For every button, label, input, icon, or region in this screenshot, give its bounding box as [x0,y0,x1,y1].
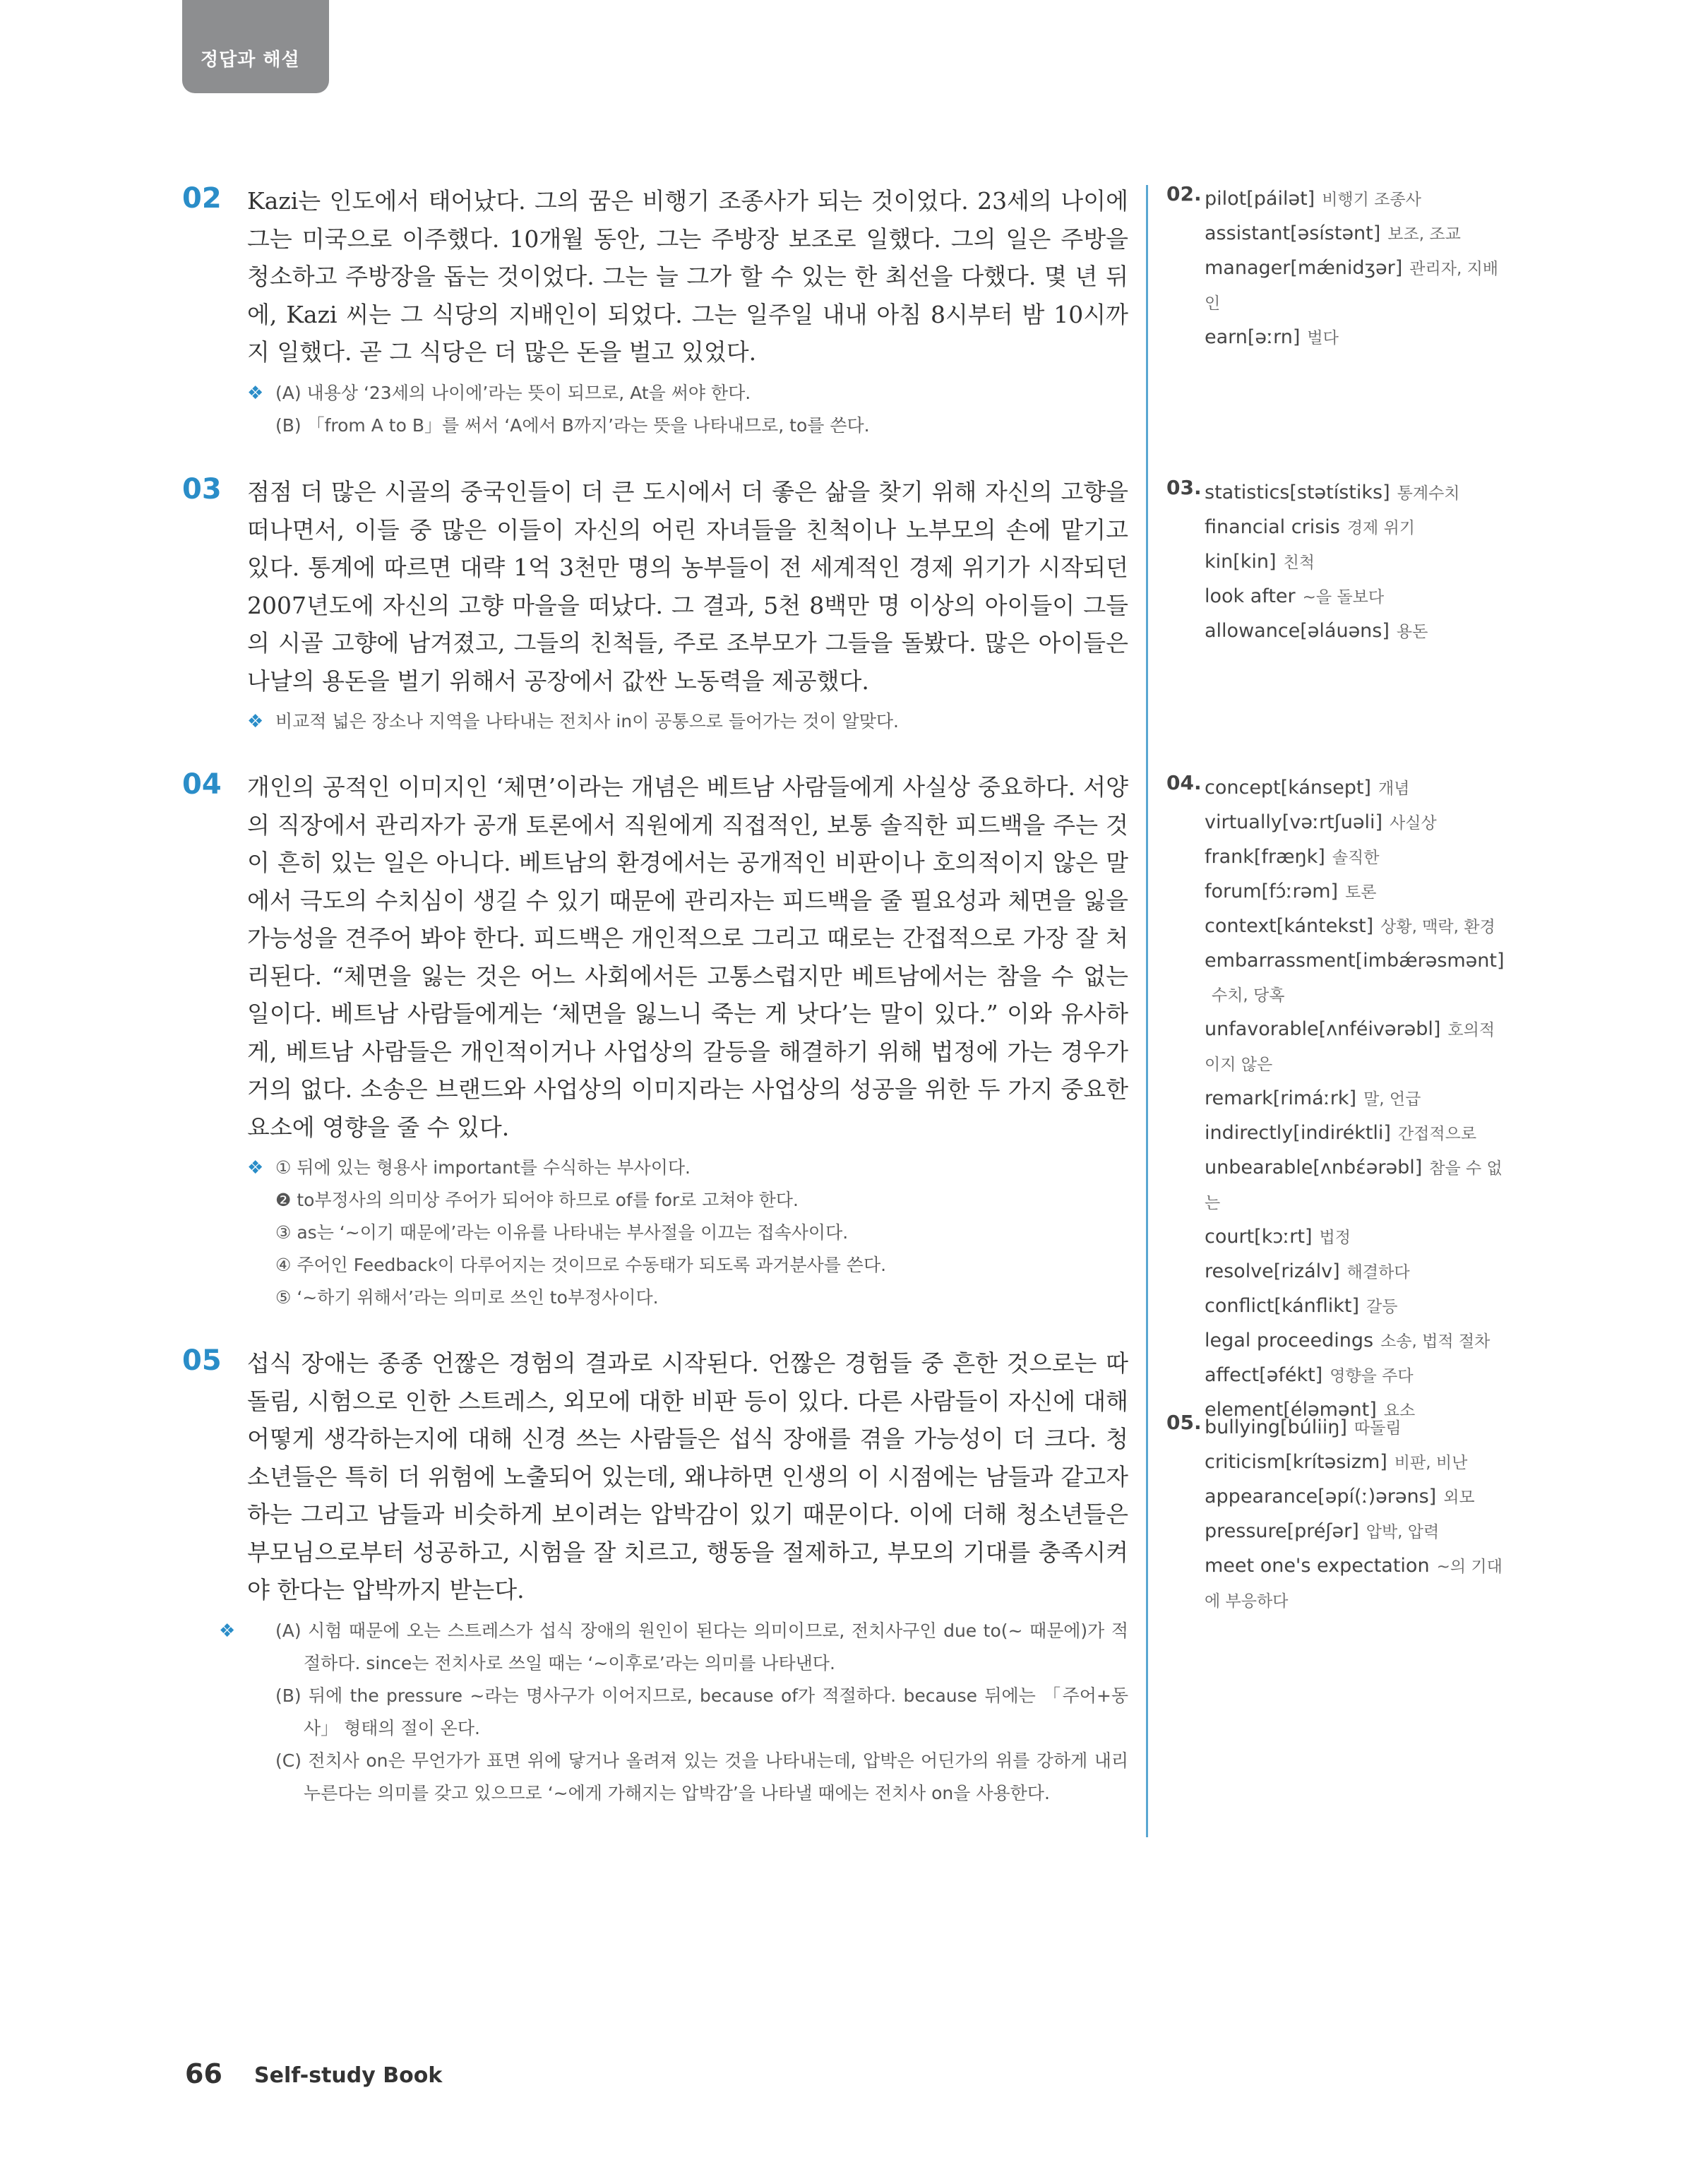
vocab-item: earn[əːrn] 벌다 [1205,326,1339,348]
explanation-note: ④ 주어인 Feedback이 다루어지는 것이므로 수동태가 되도록 과거분사를 쓴다. [275,1255,887,1275]
vocab-item: concept[kánsept] 개념 [1205,777,1410,799]
vocab-item: manager[mǽnidʒər] 관리자, 지배인 [1205,257,1499,313]
vocab-item: unfavorable[ʌnféivərəbl] 호의적이지 않은 [1205,1018,1495,1074]
vocab-item: kin[kin] 친척 [1205,551,1315,573]
vocab-list [1205,476,1505,649]
vocab-item: forum[fɔ́ːrəm] 토론 [1205,880,1377,902]
explanation-notes [247,1152,1128,1314]
vocab-item: context[kántekst] 상황, 맥락, 환경 [1205,915,1495,937]
diamond-bullet-icon: ❖ [247,711,264,732]
vocab-item: criticism[krítəsizm] 비판, 비난 [1205,1451,1468,1473]
explanation-notes [219,1615,1128,1810]
explanation-notes [247,377,1128,442]
vocab-item: allowance[əláuəns] 용돈 [1205,620,1428,642]
answer-section-05 [182,1344,1128,1810]
explanation-note: (C) 전치사 on은 무언가가 표면 위에 닿거나 올려져 있는 것을 나타내는데, 압박은 어딘가의 위를 강하게 내리누른다는 의미를 갖고 있으므로 ‘~에게 가해지는 압박감’을 나타낼 때에는 전치사 on을 사용한다. [275,1750,1128,1803]
vocab-item: indirectly[indiréktli] 간접적으로 [1205,1122,1477,1144]
vocab-number: 04. [1166,771,1202,794]
diamond-bullet-icon: ❖ [247,382,264,404]
question-number: 05 [182,1344,222,1377]
column-divider [1146,185,1148,1837]
vocab-item: resolve[rizálv] 해결하다 [1205,1260,1410,1282]
explanation-note: ⑤ ‘~하기 위해서’라는 의미로 쓰인 to부정사이다. [275,1287,659,1308]
vocab-item: affect[əfékt] 영향을 주다 [1205,1364,1414,1386]
vocab-number: 02. [1166,182,1202,205]
explanation-note: ❖ 비교적 넓은 장소나 지역을 나타내는 전치사 in이 공통으로 들어가는 것이 알맞다. [247,705,1128,738]
answer-section-03 [182,473,1128,738]
explanation-note: ❷ to부정사의 의미상 주어가 되어야 하므로 of를 for로 고쳐야 한다. [275,1190,799,1210]
vocab-item: virtually[vəːrtʃuəli] 사실상 [1205,811,1437,833]
vocab-item: meet one's expectation ~의 기대에 부응하다 [1205,1555,1503,1611]
vocab-list [1205,1411,1505,1618]
vocab-block-02 [1166,182,1505,355]
translation-text: 개인의 공적인 이미지인 ‘체면’이라는 개념은 베트남 사람들에게 사실상 중요하다. 서양의 직장에서 관리자가 공개 토론에서 직원에게 직접적인, 보통 솔직한 피드백을 주는 것이 흔히 있는 일은 아니다. 베트남의 환경에서는 공개적인 비판이나 호의적이지 않은 말에서 극도의 수치심이 생길 수 있기 때문에 관리자는 피드백을 줄 필요성과 체면을 잃을 가능성을 견주어 봐야 한다. 피드백은 개인적으로 그리고 때로는 간접적으로 가장 잘 처리된다. “체면을 잃는 것은 어느 사회에서든 고통스럽지만 베트남에서는 참을 수 없는 일이다. 베트남 사람들에게는 ‘체면을 잃느니 죽는 게 낫다’는 말이 있다.” 이와 유사하게, 베트남 사람들은 개인적이거나 사업상의 갈등을 해결하기 위해 법정에 가는 경우가 거의 없다. 소송은 브랜드와 사업상의 이미지라는 사업상의 성공을 위한 두 가지 중요한 요소에 영향을 줄 수 있다. [247,773,1128,1141]
question-number: 02 [182,182,222,215]
vocab-item: court[kɔːrt] 법정 [1205,1226,1351,1248]
translation-text: Kazi는 인도에서 태어났다. 그의 꿈은 비행기 조종사가 되는 것이었다. 23세의 나이에 그는 미국으로 이주했다. 10개월 동안, 그는 주방장 보조로 일했다. 그의 일은 주방을 청소하고 주방장을 돕는 것이었다. 그는 늘 그가 할 수 있는 한 최선을 다했다. 몇 년 뒤에, Kazi 씨는 그 식당의 지배인이 되었다. 그는 일주일 내내 아침 8시부터 밤 10시까지 일했다. 곧 그 식당은 더 많은 돈을 벌고 있었다. [247,187,1128,366]
vocab-item: unbearable[ʌnbɛ́ərəbl] 참을 수 없는 [1205,1157,1503,1212]
question-number: 04 [182,768,222,801]
page-number: 66 [185,2058,222,2089]
vocab-list [1205,771,1505,1428]
vocab-item: embarrassment[imbǽrəsmənt]수치, 당혹 [1205,950,1505,1005]
answer-section-02 [182,182,1128,442]
vocab-number: 05. [1166,1411,1202,1434]
explanation-note: ❖ (A) 내용상 ‘23세의 나이에’라는 뜻이 되므로, At을 써야 한다. [247,377,1128,410]
vocab-block-04 [1166,771,1505,1428]
explanation-note: ❖ ① 뒤에 있는 형용사 important를 수식하는 부사이다. [247,1152,1128,1184]
vocab-item: frank[fræŋk] 솔직한 [1205,846,1380,868]
vocab-number: 03. [1166,476,1202,499]
vocab-item: appearance[əpí(ː)ərəns] 외모 [1205,1486,1475,1508]
explanation-notes [247,705,1128,738]
vocab-block-03 [1166,476,1505,649]
vocab-item: pilot[páilət] 비행기 조종사 [1205,188,1421,210]
explanation-note: ❖ (A) 시험 때문에 오는 스트레스가 섭식 장애의 원인이 된다는 의미이므로, 전치사구인 due to(~ 때문에)가 적절하다. since는 전치사로 쓰일 때는 ‘~이후로’라는 의미를 나타낸다. [219,1620,1128,1673]
translation-text: 점점 더 많은 시골의 중국인들이 더 큰 도시에서 더 좋은 삶을 찾기 위해 자신의 고향을 떠나면서, 이들 중 많은 이들이 자신의 어린 자녀들을 친척이나 노부모의 손에 맡기고 있다. 통계에 따르면 대략 1억 3천만 명의 농부들이 전 세계적인 경제 위기가 시작되던 2007년도에 자신의 고향 마을을 떠났다. 그 결과, 5천 8백만 명 이상의 아이들이 그들의 시골 고향에 남겨졌고, 그들의 친척들, 주로 조부모가 그들을 돌봤다. 많은 아이들은 나날의 용돈을 벌기 위해서 공장에서 값싼 노동력을 제공했다. [247,478,1128,695]
explanation-note: (B) 「from A to B」를 써서 ‘A에서 B까지’라는 뜻을 나타내므로, to를 쓴다. [275,414,870,436]
book-title: Self-study Book [254,2063,443,2088]
vocab-item: element[éləmənt] 요소 [1205,1399,1416,1421]
vocab-block-05 [1166,1411,1505,1618]
vocab-item: legal proceedings 소송, 법적 절차 [1205,1330,1491,1351]
vocab-item: pressure[préʃər] 압박, 압력 [1205,1520,1440,1542]
vocab-item: assistant[əsístənt] 보조, 조교 [1205,222,1461,244]
vocab-item: look after ~을 돌보다 [1205,585,1385,607]
vocab-list [1205,182,1505,355]
answer-section-04 [182,768,1128,1314]
question-number: 03 [182,473,222,506]
translation-text: 섭식 장애는 종종 언짢은 경험의 결과로 시작된다. 언짢은 경험들 중 흔한 것으로는 따돌림, 시험으로 인한 스트레스, 외모에 대한 비판 등이 있다. 다른 사람들이 자신에 대해 어떻게 생각하는지에 대해 신경 쓰는 사람들은 섭식 장애를 겪을 가능성이 더 크다. 청소년들은 특히 더 위험에 노출되어 있는데, 왜냐하면 인생의 이 시점에는 남들과 같고자 하는 그리고 남들과 비슷하게 보이려는 압박감이 있기 때문이다. 이에 더해 청소년들은 부모님으로부터 성공하고, 시험을 잘 치르고, 행동을 절제하고, 부모의 기대를 충족시켜야 한다는 압박까지 받는다. [247,1349,1128,1604]
explanation-note: ③ as는 ‘~이기 때문에’라는 이유를 나타내는 부사절을 이끄는 접속사이다. [275,1222,849,1243]
section-tab [182,0,329,93]
diamond-bullet-icon: ❖ [247,1157,264,1178]
section-tab-label: 정답과 해설 [201,49,300,71]
vocab-item: remark[rimáːrk] 말, 언급 [1205,1087,1421,1109]
vocab-item: bullying[búliiŋ] 따돌림 [1205,1416,1402,1438]
vocab-item: financial crisis 경제 위기 [1205,516,1416,538]
explanation-note: (B) 뒤에 the pressure ~라는 명사구가 이어지므로, because of가 적절하다. because 뒤에는 「주어+동사」 형태의 절이 온다. [275,1685,1128,1738]
vocab-item: statistics[stətístiks] 통계수치 [1205,482,1460,503]
vocab-item: conflict[kánflikt] 갈등 [1205,1295,1398,1317]
